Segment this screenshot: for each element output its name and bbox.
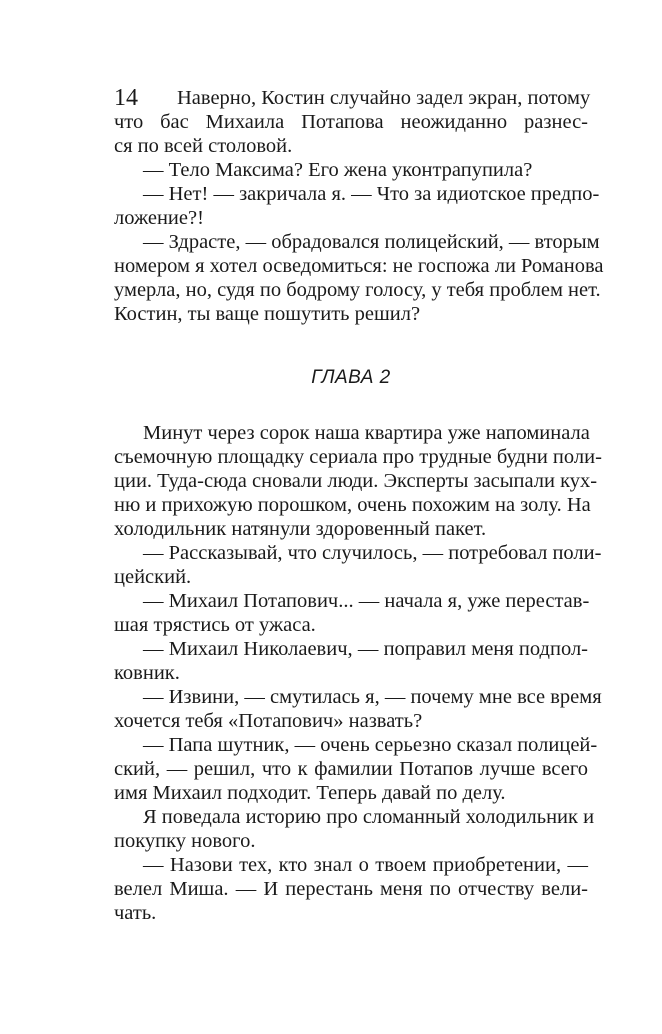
text-line: велел Миша. — И перестань меня по отчеству вели- xyxy=(114,878,588,900)
text-line: покупку нового. xyxy=(114,830,256,852)
text-line: Наверно, Костин случайно задел экран, потому xyxy=(177,87,591,109)
text-line: Я поведала историю про сломанный холодильник и xyxy=(143,806,595,828)
page-number: 14 xyxy=(114,85,138,111)
text-line: чать. xyxy=(114,902,157,924)
text-line: — Назови тех, кто знал о твоем приобретении, — xyxy=(143,854,588,876)
text-line: ковник. xyxy=(114,662,180,684)
chapter-title: ГЛАВА 2 xyxy=(311,367,391,388)
text-line: ложение?! xyxy=(114,207,204,229)
text-line: — Извини, — смутилась я, — почему мне все время xyxy=(143,686,602,708)
text-line: шая трястись от ужаса. xyxy=(114,614,316,636)
text-line: ню и прихожую порошком, очень похожим на золу. На xyxy=(114,494,591,516)
text-line: имя Михаил подходит. Теперь давай по делу. xyxy=(114,782,506,804)
text-line: Костин, ты ваще пошутить решил? xyxy=(114,303,421,325)
text-line: — Папа шутник, — очень серьезно сказал полицей- xyxy=(143,734,598,756)
text-line: умерла, но, судя по бодрому голосу, у тебя проблем нет. xyxy=(114,279,601,301)
text-line: хочется тебя «Потапович» назвать? xyxy=(114,710,423,732)
text-line: ции. Туда-сюда сновали люди. Эксперты засыпали кух- xyxy=(114,470,598,492)
text-line: — Нет! — закричала я. — Что за идиотское предпо- xyxy=(143,183,600,205)
text-line: Минут через сорок наша квартира уже напоминала xyxy=(143,422,590,444)
text-line: — Тело Максима? Его жена уконтрапупила? xyxy=(143,159,533,181)
text-line: цейский. xyxy=(114,566,192,588)
text-line: — Здрасте, — обрадовался полицейский, — вторым xyxy=(143,231,600,253)
text-line: съемочную площадку сериала про трудные будни поли- xyxy=(114,446,602,468)
text-line: номером я хотел осведомиться: не госпожа ли Романова xyxy=(114,255,604,277)
text-line: — Михаил Николаевич, — поправил меня подпол- xyxy=(143,638,588,660)
text-line: холодильник натянули здоровенный пакет. xyxy=(114,518,487,540)
text-line: что бас Михаила Потапова неожиданно разнес- xyxy=(114,111,588,133)
text-line: — Рассказывай, что случилось, — потребовал поли- xyxy=(143,542,602,564)
text-line: ский, — решил, что к фамилии Потапов лучше всего xyxy=(114,758,588,780)
text-line: — Михаил Потапович... — начала я, уже перестав- xyxy=(143,590,590,612)
text-line: ся по всей столовой. xyxy=(114,135,293,157)
